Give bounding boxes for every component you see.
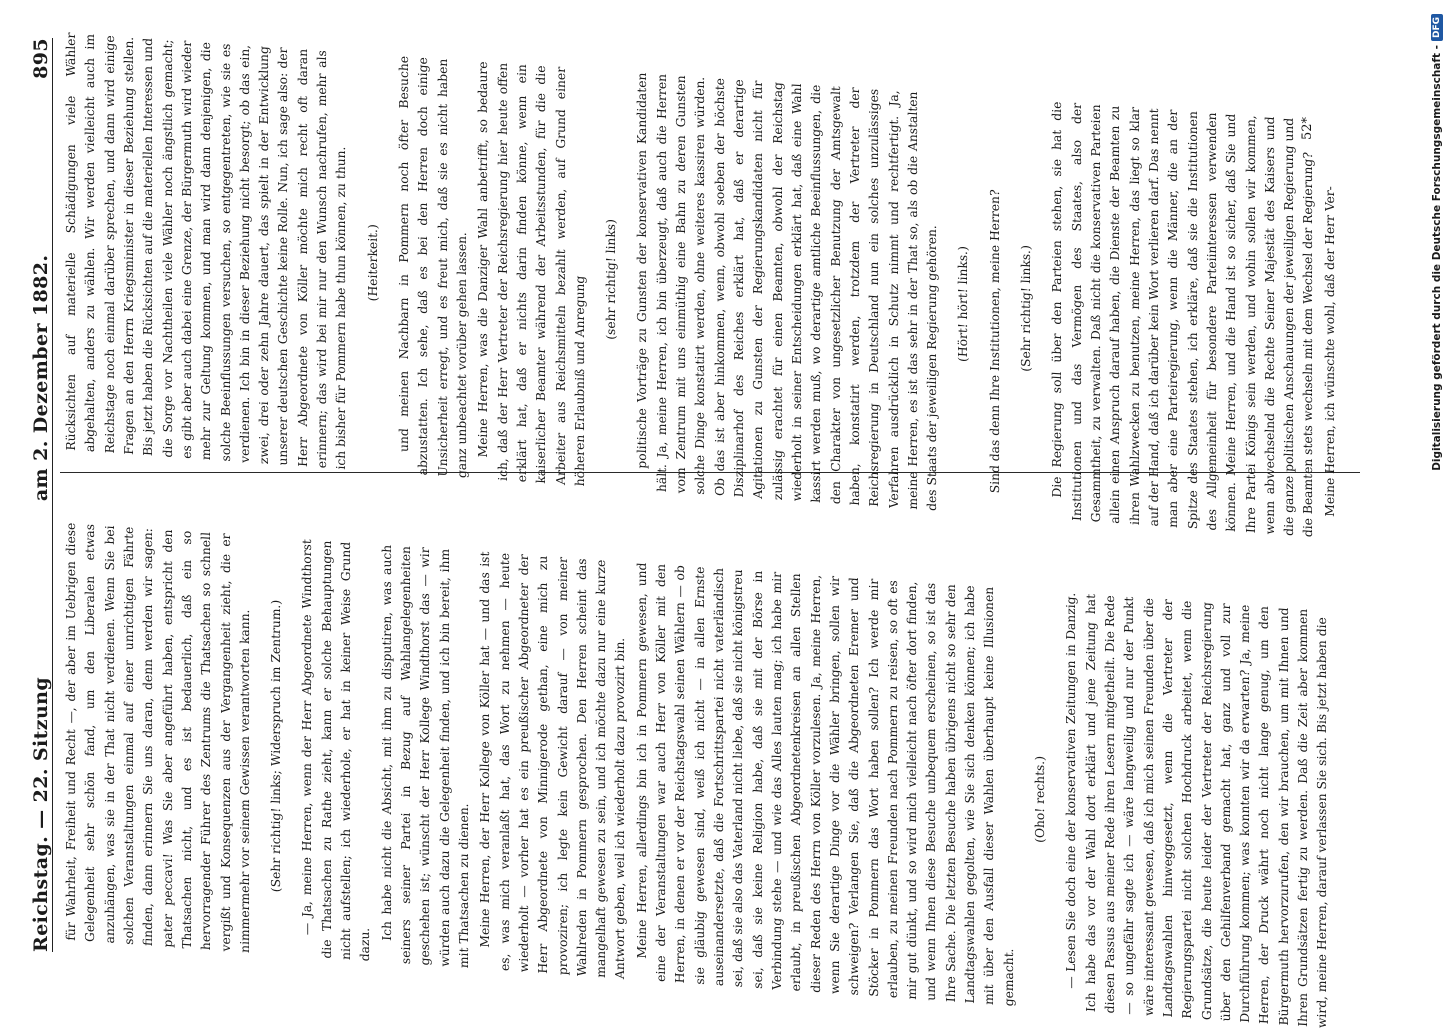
left-paragraph: Ich habe nicht die Absicht, mit ihm zu disputiren, was auch seiners seiner Partei in Bezug auf Wahlangelegenheiten geschehen ist; wünscht der Herr Kollege Windthorst das — wir würden auch dazu die Gelegenheit finden, und ich bin bereit, ihm mit Thatsachen zu dienen.	[379, 544, 471, 969]
digitization-credit	[1398, 14, 1443, 986]
running-header	[18, 38, 53, 952]
right-interjection: (Sehr richtig! links.)	[1019, 244, 1034, 373]
left-paragraph: — Ja, meine Herren, wenn der Herr Abgeordnete Windthorst die Thatsachen zu Rathe zieht, kann er solche Behauptungen nicht aufstellen; ich wiederhole, er hat in keiner Weise Grund dazu.	[300, 538, 373, 962]
dfg-logo-badge: DFG	[1431, 14, 1443, 41]
right-interjection: (Hört! hört! links.)	[956, 245, 971, 363]
right-paragraph: Rücksichten auf materielle Schädigungen viele Wähler abgehalten, anders zu wählen. Wir werden vielleicht auch im Reichstage noch einmal darüber sprechen, und dann wird einige Fragen an den Herrn Kriegsminister in dieser Beziehung stellen. Bis jetzt haben die Rücksichten auf die materiellen Interessen und die Sorge vor Nachtheilen viele Wähler noch ängstlich gemacht; es gibt aber auch dabei eine Grenze, der Bürgermuth wird wieder mehr zur Geltung kommen, und man wird dann denjenigen, die solche Beeinflussungen versuchen, so entgegentreten, wie sie es verdienen. Ich bin in dieser Beziehung nicht besorgt; ob das ein, zwei, drei oder zehn Jahre dauert, das spielt in der Entwicklung unserer deutschen Geschichte keine Rolle. Nun, ich sage also: der Herr Abgeordnete von Köller möchte mich recht oft daran erinnern; das wird bei mir nur den Wunsch nachrufen, mehr als ich bisher für Pommern habe thun können, zu thun.	[64, 32, 349, 471]
header-date: am 2. Dezember 1882.	[30, 254, 52, 502]
page-number: 895	[30, 38, 52, 79]
left-interjection: (Sehr richtig! links; Widerspruch im Zentrum.)	[269, 599, 284, 893]
right-paragraph: politische Vorträge zu Gunsten der konservativen Kandidaten hält. Ja, meine Herren, ich bin überzeugt, daß auch die Herren vom Zentrum mit uns einmüthig eine Bahn zu deren Gunsten solche Dinge konstatirt werden, ohne weiteres kassiren würden. Ob das ist aber hinkommen, wenn, obwohl soeben der höchste Disziplinarhof des Reiches erklärt hat, daß er derartige Agitationen zu Gunsten der Regierungskandidaten nicht für zulässig erachtet für einen Beamten, obwohl der Reichstag wiederholt in seiner Entscheidungen erklärt hat, daß eine Wahl kassirt werden muß, wo derartige amtliche Beeinflussungen, die den Charakter von ungesetzlicher Benutzung der Amtsgewalt haben, konstatirt werden, trotzdem der Vertreter der Reichsregierung in Deutschland nun ein solches unzulässiges Verfahren ausdrücklich in Schutz nimmt und rechtfertigt. Ja, meine Herren, es ist das sehr in der That so, als ob die Anstalten des Staats der jeweiligen Regierung gehören.	[635, 72, 940, 512]
right-paragraph: Meine Herren, ich wünschte wohl, daß der Herr Ver-	[1322, 185, 1337, 518]
credit-text: Digitalisierung gefördert durch die Deutsche Forschungsgemeinschaft -	[1431, 45, 1443, 471]
right-paragraph: und meinen Nachbarn in Pommern noch öfter Besuche abzustatten. Ich sehe, daß es bei den Herren doch einige Unsicherheit erregt, und es freut mich, daß sie es nicht haben ganz unbeachtet vorüber gehen lassen.	[397, 55, 469, 479]
right-paragraph: Sind das denn Ihre Institutionen, meine Herren?	[987, 188, 1002, 494]
left-paragraph: Meine Herren, allerdings bin ich in Pommern gewesen, und eine der Veranstaltungen war auch Herr von Köller mit den Herren, in denen er vor der Reichstagswahl seinen Wählern — ob sie gläubig gewesen sind, weiß ich nicht — in allen Ernste auseinandersetzte, daß die Fortschrittspartei nicht vaterländisch sei, daß sie also das Vaterland nicht liebe, daß sie nicht königstreu sei, daß sie keine Religion habe, daß sie mit der Börse in Verbindung stehe — und wie das Alles lauten mag; ich habe mir erlaubt, in preußischen Abgeordnetenkreisen an allen Stellen dieser Reden des Herrn von Köller vorzulesen. Ja, meine Herren, wenn Sie derartige Dinge vor die Wähler bringen, sollen wir schweigen? Verlangen Sie, daß die Abgeordneten Eremer und Stöcker in Pommern das Wort haben sollen? Ich werde mir erlauben, zu meinen Freunden nach Pommern zu reisen, so oft es mir gut dünkt, und so wird mich vielleicht nach öfter dort finden, und wenn Ihnen diese Besuche unbequem erscheinen, so ist das Ihre Sache. Die letzten Besuche haben übrigens nicht so sehr den Landtagswahlen gegolten, wie Sie sich denken können; ich habe mit über den Ausfall dieser Wahlen überhaupt keine Illusionen gemacht.	[634, 562, 1016, 1007]
header-left: Reichstag. — 22. Sitzung	[30, 676, 52, 952]
left-interjection: (Oho! rechts.)	[1033, 755, 1047, 844]
page-signature: 52*	[1300, 116, 1315, 140]
left-column	[62, 522, 1335, 1029]
right-interjection: (sehr richtig! links)	[604, 218, 619, 341]
left-paragraph: — Lesen Sie doch eine der konservativen Zeitungen in Danzig. Ich habe das vor der Wahl dort erklärt und jene Zeitung hat diesen Passus aus meiner Rede ihren Lesern mitgetheilt. Die Rede — so ungefähr sagte ich — wäre langweilig und nur der Punkt wäre interessant gewesen, daß ich mich seinen Freunden über die Landtagswahlen hinweggesetzt, wenn die Vertreter der Regierungspartei nicht solchen Hochdruck arbeitet, wenn die Grundsätze, die heute leider der Vertreter der Reichsregierung über den Gehilfenverband gemacht hat, ganz und voll zur Durchführung kommen; was konnten wir da erwarten? Ja, meine Herren, der Druck währt noch nicht lange genug, um den Bürgermuth hervorzurufen, den wir brauchen, um mit Ihnen und Ihren Grundsätzen fertig zu werden. Daß die Zeit aber kommen wird, meine Herren, darauf verlassen Sie sich. Bis jetzt haben die	[1064, 592, 1330, 1029]
left-paragraph: Meine Herren, der Herr Kollege von Köller hat — und das ist es, was mich veranlaßt hat, das Wort zu nehmen — heute wiederholt — vorher hat es ein preußischer Abgeordneter der Herr Abgeordnete von Minnigerode gethan, eine mich zu provoziren; ich legte kein Gewicht darauf — von meiner Wahlreden in Pommern gesprochen. Den Herren scheint das mangelhaft gewesen zu sein, und ich möchte dazu nur eine kurze Antwort geben, weil ich wiederholt dazu provozirt bin.	[478, 551, 628, 980]
right-interjection: (Heiterkeit.)	[365, 223, 380, 302]
right-paragraph: Die Regierung soll über den Parteien stehen, sie hat die Institutionen und das Vermögen des Staates, also der Gesammtheit, zu verwalten. Daß nicht die konservativen Parteien allein einen Anspruch darauf haben, die Dienste der Beamten zu ihren Wahlzwecken zu benutzen, meine Herren, das liegt so klar auf der Hand, daß ich darüber kein Wort verlieren darf. Das nennt man aber eine Parteiregierung, wenn die Männer, die an der Spitze des Staates stehen, ich erkläre, daß sie die Institutionen des Allgemeinheit für besondere Parteiinteressen verwenden können. Meine Herren, und die Hand ist so sicher, daß Sie und Ihre Partei Königs sein werden, und wohin sollen wir kommen, wenn abwechselnd die Rechte Seiner Majestät des Kaisers und die ganze politischen Anschauungen der jeweiligen Regierung und die Beamten stets wechseln mit dem Wechsel der Regierung?	[1050, 101, 1316, 538]
left-paragraph: für Wahrheit, Freiheit und Recht —, der aber im Uebrigen diese Gelegenheit sehr schön fand, um den Liberalen etwas anzuhängen, was sie in der That nicht verdienen. Wenn Sie bei solchen Veranstaltungen einmal auf einer unrichtigen Fährte finden, dann erinnern Sie uns daran, denn werden wir sagen: pater peccavi! Was Sie aber angeführt haben, entspricht den Thatsachen nicht, und es ist bedauerlich, daß ein so hervorragender Führer des Zentrums die Thatsachen so schnell vergißt und Konsequenzen aus der Vergangenheit zieht, die er nimmermehr vor seinem Gewissen verantworten kann.	[64, 522, 252, 954]
right-column	[62, 32, 1342, 540]
right-paragraph: Meine Herren, was die Danziger Wahl anbetrifft, so bedaure ich, daß der Herr Vertreter der Reichsregierung hier heute offen erklärt hat, daß er nichts darin finden könne, wenn ein kaiserlicher Beamter während der Arbeitsstunden, für die die Arbeiter aus Reichsmitteln bezahlt werden, auf Grund einer höheren Erlaubniß und Anregung	[476, 60, 587, 487]
